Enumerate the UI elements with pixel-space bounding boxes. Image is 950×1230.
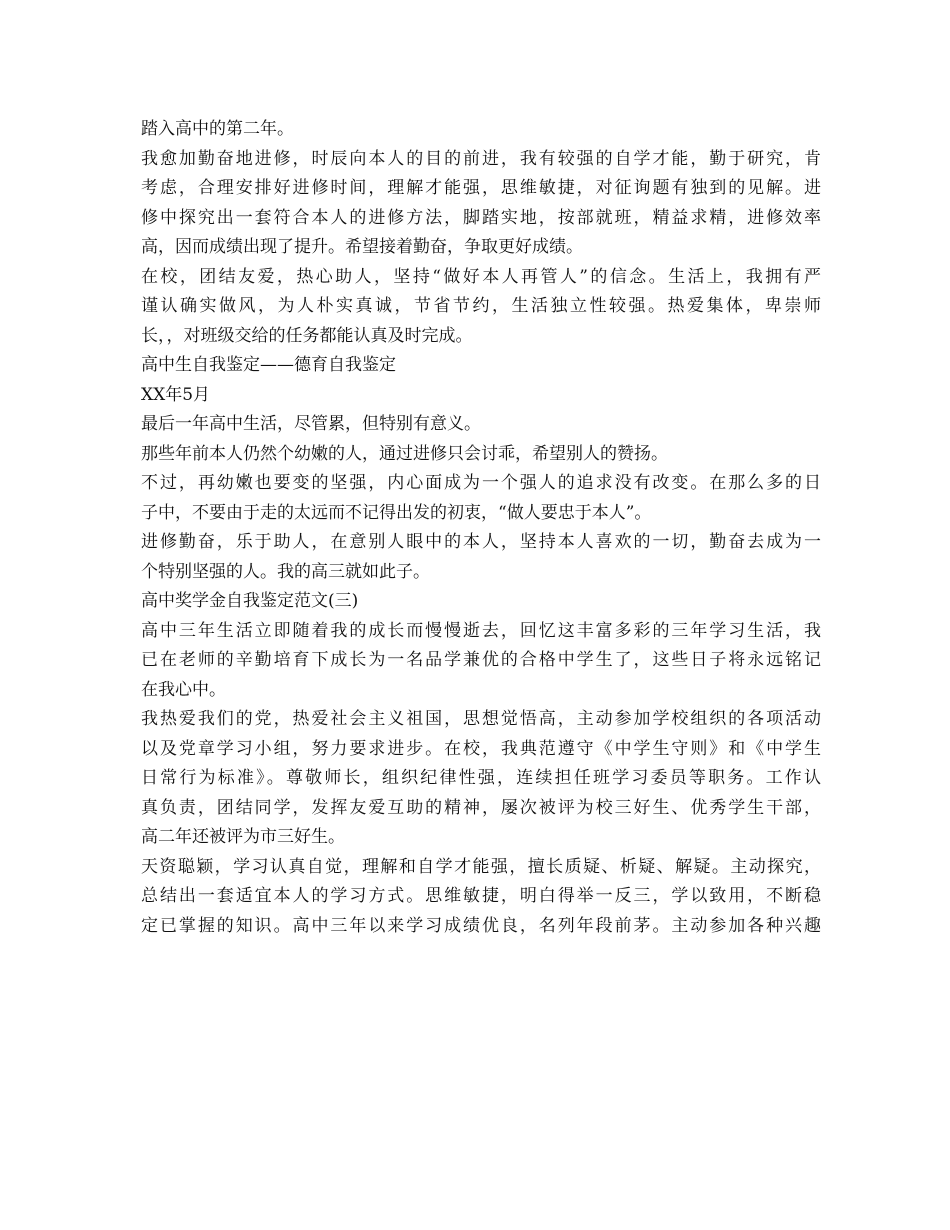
text-line: 不过，再幼嫩也要变的坚强，内心面成为一个强人的追求没有改变。在那么多的日 xyxy=(141,473,821,493)
text-line: 日常行为标准》。尊敬师长，组织纪律性强，连续担任班学习委员等职务。工作认 xyxy=(141,768,821,788)
text-line: 长，，对班级交给的任务都能认真及时完成。 xyxy=(141,325,473,346)
text-line: 真负责，团结同学，发挥友爱互助的精神，屡次被评为校三好生、优秀学生干部， xyxy=(141,797,821,818)
text-line: XX年5月 xyxy=(141,384,211,405)
text-line: 个特别坚强的人。我的高三就如此子。 xyxy=(141,561,430,582)
text-line: 最后一年高中生活，尽管累，但特别有意义。 xyxy=(141,414,481,434)
text-line: 我愈加勤奋地进修，时辰向本人的目的前进，我有较强的自学才能，勤于研究，肯 xyxy=(141,148,821,169)
document-body xyxy=(141,115,821,941)
text-line: 高中奖学金自我鉴定范文(三) xyxy=(141,591,359,611)
text-line: 高二年还被评为市三好生。 xyxy=(141,827,345,847)
text-line: 进修勤奋，乐于助人，在意别人眼中的本人，坚持本人喜欢的一切，勤奋去成为一 xyxy=(141,532,821,552)
text-line: 高，因而成绩出现了提升。希望接着勤奋，争取更好成绩。 xyxy=(141,237,583,257)
text-line: 踏入高中的第二年。 xyxy=(141,119,294,139)
text-line: 那些年前本人仍然个幼嫩的人，通过进修只会讨乖，希望别人的赞扬。 xyxy=(141,443,668,464)
text-line: 已在老师的辛勤培育下成长为一名品学兼优的合格中学生了，这些日子将永远铭记 xyxy=(141,650,821,670)
text-line: 定已掌握的知识。高中三年以来学习成绩优良，名列年段前茅。主动参加各种兴趣 xyxy=(141,915,821,936)
text-line: 修中探究出一套符合本人的进修方法，脚踏实地，按部就班，精益求精，进修效率 xyxy=(141,207,821,228)
text-line: 高中三年生活立即随着我的成长而慢慢逝去，回忆这丰富多彩的三年学习生活，我 xyxy=(141,620,821,641)
text-line: 在校，团结友爱，热心助人，坚持“做好本人再管人”的信念。生活上，我拥有严 xyxy=(141,266,821,287)
text-line: 在我心中。 xyxy=(141,679,226,700)
text-line: 总结出一套适宜本人的学习方式。思维敏捷，明白得举一反三，学以致用，不断稳 xyxy=(141,886,821,906)
text-line: 子中，不要由于走的太远而不记得出发的初衷，“做人要忠于本人”。 xyxy=(141,502,652,523)
text-line: 我热爱我们的党，热爱社会主义祖国，思想觉悟高，主动参加学校组织的各项活动 xyxy=(141,709,821,729)
text-line: 以及党章学习小组，努力要求进步。在校，我典范遵守《中学生守则》和《中学生 xyxy=(141,738,821,759)
text-line: 考虑，合理安排好进修时间，理解才能强，思维敏捷，对征询题有独到的见解。进 xyxy=(141,178,821,198)
text-line: 谨认确实做风，为人朴实真诚，节省节约，生活独立性较强。热爱集体，卑崇师 xyxy=(141,296,821,316)
text-line: 天资聪颖，学习认真自觉，理解和自学才能强，擅长质疑、析疑、解疑。主动探究， xyxy=(141,856,821,877)
text-line: 高中生自我鉴定——德育自我鉴定 xyxy=(141,355,396,375)
